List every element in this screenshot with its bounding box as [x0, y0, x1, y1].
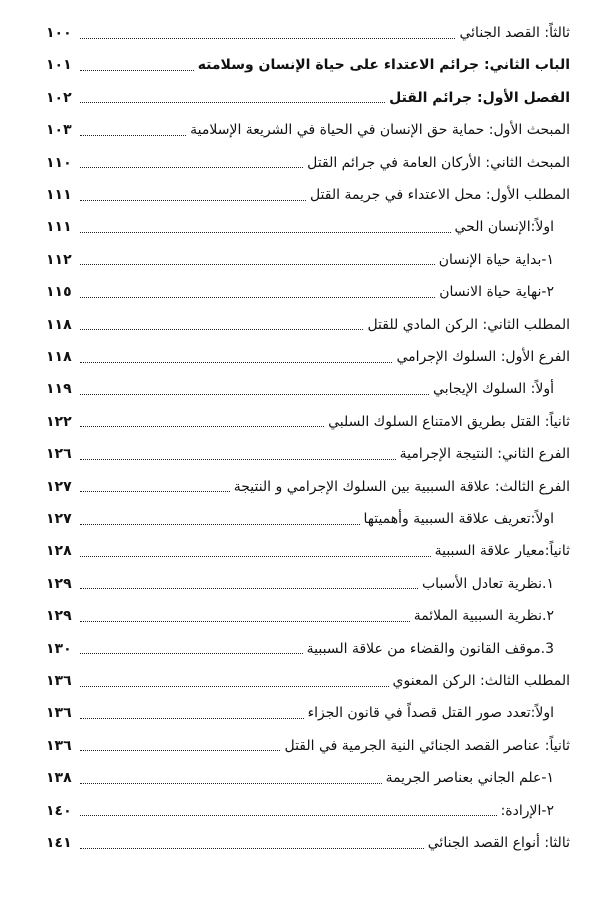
- toc-entry[interactable]: [46, 245, 554, 275]
- toc-entry[interactable]: [46, 504, 554, 534]
- toc-entry-page-number: ١٣٦: [46, 705, 72, 722]
- toc-entry-title: الفرع الثاني: النتيجة الإجرامية: [399, 446, 570, 463]
- toc-entry-page-number: ١٠٣: [46, 122, 72, 139]
- toc-entry-page-number: ١٣٨: [46, 770, 72, 787]
- toc-entry[interactable]: [46, 342, 570, 372]
- toc-entry-page-number: ١٠٠: [46, 25, 72, 41]
- dot-leader: [80, 232, 451, 233]
- toc-entry-page-number: ١١٨: [46, 316, 72, 333]
- dot-leader: [80, 362, 392, 363]
- dot-leader: [80, 621, 410, 622]
- toc-entry-page-number: ١٣٠: [46, 640, 72, 657]
- toc-entry[interactable]: [46, 634, 554, 664]
- toc-entry-title: اولاً:الإنسان الحي: [454, 219, 554, 236]
- toc-entry-title: ١.نظرية تعادل الأسباب: [422, 575, 554, 592]
- toc-entry[interactable]: [46, 796, 554, 826]
- toc-entry-title: ثالثاً: القصد الجنائي: [459, 25, 570, 41]
- toc-entry[interactable]: [46, 666, 570, 696]
- toc-entry[interactable]: [46, 180, 570, 210]
- toc-entry-page-number: ١٠٢: [46, 89, 72, 106]
- toc-entry[interactable]: [46, 763, 554, 793]
- toc-entry-title: ١-بداية حياة الإنسان: [438, 251, 554, 268]
- toc-entry-title: المطلب الثالث: الركن المعنوي: [392, 673, 570, 689]
- toc-entry[interactable]: [46, 601, 554, 631]
- toc-entry-title: 3.موقف القانون والقضاء من علاقة السببية: [306, 640, 554, 657]
- toc-entry-page-number: ١١١: [46, 187, 72, 203]
- dot-leader: [80, 588, 418, 589]
- dot-leader: [80, 135, 186, 136]
- toc-entry-page-number: ١٤١: [46, 835, 72, 851]
- dot-leader: [80, 70, 194, 71]
- toc-entry-page-number: ١٣٦: [46, 737, 72, 754]
- toc-entry-title: ٢-الإرادة:: [500, 802, 554, 819]
- toc-entry-page-number: ١٢٢: [46, 413, 72, 430]
- dot-leader: [80, 686, 389, 687]
- toc-entry-title: الفصل الأول: جرائم القتل: [389, 89, 570, 106]
- toc-entry-title: أولاً: السلوك الإيجابي: [433, 381, 554, 398]
- toc-entry-page-number: ١١٠: [46, 154, 72, 171]
- toc-entry-title: اولاً:تعدد صور القتل قصداً في قانون الجزاء: [307, 705, 554, 722]
- toc-entry-title: ثانياً: عناصر القصد الجنائي النية الجرمية في القتل: [284, 737, 570, 754]
- toc-entry-page-number: ١٢٧: [46, 511, 72, 527]
- toc-entry-title: ١-علم الجاني بعناصر الجريمة: [385, 770, 554, 787]
- toc-entry-page-number: ١٢٩: [46, 608, 72, 625]
- toc-entry[interactable]: [46, 18, 570, 48]
- toc-entry[interactable]: [46, 212, 554, 242]
- dot-leader: [80, 653, 303, 654]
- toc-entry-page-number: ١١٨: [46, 349, 72, 365]
- toc-entry-page-number: ١٢٧: [46, 478, 72, 495]
- toc-entry-title: الفرع الأول: السلوك الإجرامي: [396, 349, 570, 365]
- dot-leader: [80, 718, 304, 719]
- dot-leader: [80, 167, 303, 168]
- toc-entry[interactable]: [46, 310, 570, 340]
- dot-leader: [80, 329, 363, 330]
- toc-entry[interactable]: [46, 472, 570, 502]
- toc-entry-page-number: ١٤٠: [46, 802, 72, 819]
- toc-entry[interactable]: [46, 407, 570, 437]
- toc-entry[interactable]: [46, 569, 554, 599]
- toc-entry-page-number: ١٠١: [46, 57, 72, 74]
- dot-leader: [80, 783, 382, 784]
- toc-entry[interactable]: [46, 828, 570, 858]
- toc-entry-title: الفرع الثالث: علاقة السببية بين السلوك الإجرامي و النتيجة: [233, 478, 570, 495]
- toc-entry[interactable]: [46, 731, 570, 761]
- dot-leader: [80, 524, 360, 525]
- dot-leader: [80, 297, 435, 298]
- toc-entry[interactable]: [46, 374, 554, 404]
- toc-entry[interactable]: [46, 50, 570, 80]
- toc-entry-page-number: ١٣٦: [46, 673, 72, 689]
- dot-leader: [80, 38, 455, 39]
- dot-leader: [80, 459, 396, 460]
- toc-entry-page-number: ١٢٩: [46, 575, 72, 592]
- dot-leader: [80, 394, 429, 395]
- toc-entry-title: ثانياً: القتل بطريق الامتناع السلوك السلبي: [328, 413, 570, 430]
- toc-entry-title: اولاً:تعريف علاقة السببية وأهميتها: [363, 511, 554, 527]
- dot-leader: [80, 491, 230, 492]
- toc-entry[interactable]: [46, 83, 570, 113]
- dot-leader: [80, 815, 497, 816]
- dot-leader: [80, 426, 324, 427]
- toc-entry-title: المطلب الأول: محل الاعتداء في جريمة القتل: [309, 187, 570, 203]
- toc-entry-title: المبحث الثاني: الأركان العامة في جرائم القتل: [307, 154, 570, 171]
- toc-entry[interactable]: [46, 148, 570, 178]
- dot-leader: [80, 556, 431, 557]
- toc-entry[interactable]: [46, 536, 570, 566]
- toc-entry-page-number: ١١٩: [46, 381, 72, 398]
- toc-entry[interactable]: [46, 698, 554, 728]
- toc-entry-page-number: ١١١: [46, 219, 72, 236]
- toc-entry-page-number: ١٢٨: [46, 543, 72, 560]
- toc-entry-title: ٢.نظرية السببية الملائمة: [413, 608, 554, 625]
- dot-leader: [80, 200, 306, 201]
- toc-entry-title: ثانياً:معيار علاقة السببية: [434, 543, 570, 560]
- dot-leader: [80, 264, 435, 265]
- toc-entry-title: المبحث الأول: حماية حق الإنسان في الحياة في الشريعة الإسلامية: [190, 122, 570, 139]
- dot-leader: [80, 750, 280, 751]
- toc-entry[interactable]: [46, 439, 570, 469]
- toc-entry-page-number: ١١٢: [46, 251, 72, 268]
- toc-entry[interactable]: [46, 115, 570, 145]
- toc-entry[interactable]: [46, 277, 554, 307]
- toc-entry-page-number: ١١٥: [46, 284, 72, 301]
- toc-entry-title: الباب الثاني: جرائم الاعتداء على حياة الإنسان وسلامته: [197, 57, 570, 74]
- toc-entry-title: ٢-نهاية حياة الانسان: [439, 284, 554, 301]
- dot-leader: [80, 102, 385, 103]
- toc-entry-title: ثالثا: أنواع القصد الجنائي: [427, 835, 570, 851]
- dot-leader: [80, 848, 424, 849]
- toc-entry-page-number: ١٢٦: [46, 446, 72, 463]
- toc-entry-title: المطلب الثاني: الركن المادي للقتل: [367, 316, 570, 333]
